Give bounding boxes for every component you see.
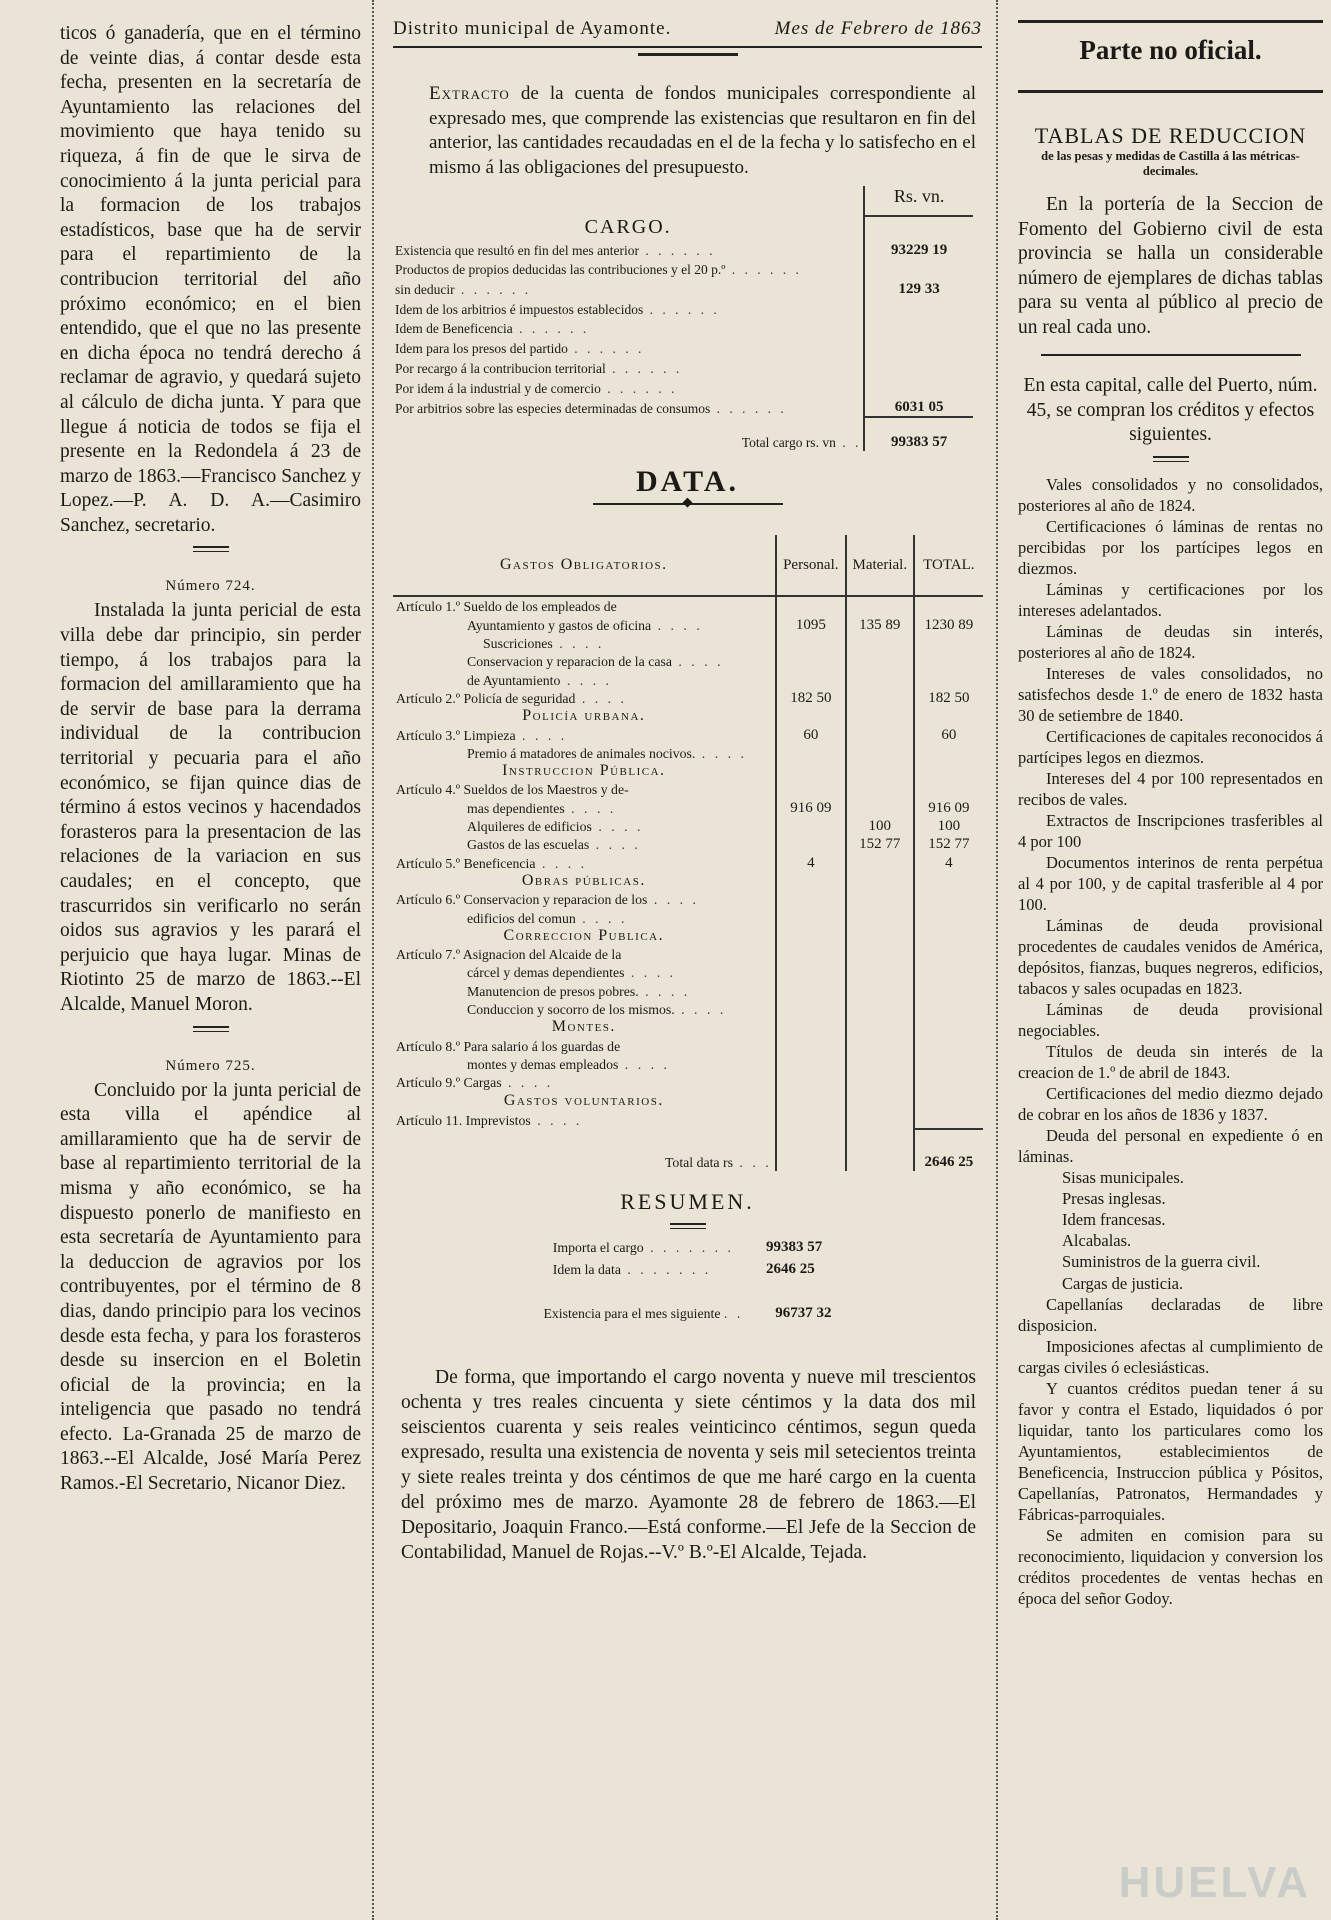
data-row-personal bbox=[776, 762, 846, 780]
data-row-total bbox=[914, 634, 983, 652]
data-row bbox=[393, 1110, 983, 1129]
data-row-label: Artículo 5.º Beneficencia . . . . bbox=[396, 855, 588, 871]
data-row-personal bbox=[776, 945, 846, 963]
data-row-personal bbox=[776, 707, 846, 725]
data-row-material bbox=[846, 1110, 914, 1129]
data-row-material bbox=[846, 744, 914, 762]
col-personal: Personal. bbox=[776, 535, 846, 596]
data-row-label: Artículo 4.º Sueldos de los Maestros y de- bbox=[396, 782, 629, 798]
data-row-total bbox=[914, 652, 983, 670]
data-row-label: Artículo 8.º Para salario á los guardas de bbox=[396, 1038, 621, 1054]
data-row-material bbox=[846, 1018, 914, 1036]
credit-item: Sisas municipales. bbox=[1062, 1167, 1184, 1187]
data-row-total bbox=[914, 780, 983, 798]
intro-paragraph: ticos ó ganadería, que en el término de veinte dias, á contar desde esta fecha, presenten en la secretaría de Ayuntamiento las relaciones del movimiento que haya tenido su riqueza, á fin de que le sirva de conocimiento á la junta pericial para la formacion de los trabajos estadísticos, base que ha de servir para el repartimiento de la contribucion territorial del año próximo económico; en el bien entendido, que el que no las presente en dicha época no tendrá derecho á reclamar de agravio, y quedará sujeto al cálculo de dicha junta. Y para que llegue á noticia de todos se fija el presente en la Redondela á 23 de marzo de 1863.—Francisco Sanchez y Lopez.—P. A. D. A.—Casimiro Sanchez, secretario. bbox=[60, 23, 361, 536]
data-row-total: 152 77 bbox=[914, 835, 983, 853]
data-row bbox=[393, 689, 983, 707]
data-row-material: 100 bbox=[846, 817, 914, 835]
resumen-row bbox=[549, 1259, 826, 1281]
resumen-value: 99383 57 bbox=[765, 1239, 823, 1256]
resumen-title: RESUMEN. bbox=[620, 1188, 755, 1214]
data-row bbox=[393, 744, 983, 762]
notice-body: Instalada la junta pericial de esta villa debe dar principio, sin perder tiempo, á los trabajos para la formacion del amillaramiento que ha de servir de base para la derrama individual de la contribucion territorial y pecuaria para el año económico, se fijan quince dias de término á estos vecinos y hacendados forasteros para la presentacion de las relaciones de la variacion en sus caudales; en el concepto, que trascurridos sin verificarlo no serán oidos sus agravios y les parará el perjuicio que haya lugar. Minas de Riotinto 25 de marzo de 1863.--El Alcalde, Manuel Moron. bbox=[60, 600, 361, 1015]
extracto-lead: Extracto bbox=[429, 83, 510, 104]
data-row bbox=[393, 780, 983, 798]
data-total-value: 2646 25 bbox=[914, 1129, 983, 1171]
data-row bbox=[393, 1036, 983, 1054]
cargo-table bbox=[393, 186, 973, 451]
data-row-material bbox=[846, 707, 914, 725]
col-total: TOTAL. bbox=[914, 535, 983, 596]
credit-item: Láminas y certificaciones por los intereses adelantados. bbox=[1018, 579, 1323, 620]
notice-number: Número 725. bbox=[165, 1057, 256, 1074]
data-row-label: Suscriciones . . . . bbox=[483, 636, 605, 652]
extracto-paragraph bbox=[405, 82, 976, 180]
credit-item: Imposiciones afectas al cumplimiento de cargas civiles ó eclesiásticas. bbox=[1018, 1336, 1323, 1377]
data-row-label: Artículo 6.º Conservacion y reparacion de los . . . . bbox=[396, 892, 699, 908]
right-column bbox=[1000, 0, 1331, 1920]
credit-item: Alcabalas. bbox=[1062, 1231, 1132, 1251]
separator bbox=[1153, 456, 1189, 462]
tablas-title: TABLAS DE REDUCCION bbox=[1034, 123, 1307, 148]
data-row-label: Artículo 3.º Limpieza . . . . bbox=[396, 727, 568, 743]
col-material: Material. bbox=[846, 535, 914, 596]
data-row-total: 60 bbox=[914, 725, 983, 743]
data-row-personal bbox=[776, 927, 846, 945]
data-row-label: Artículo 11. Imprevistos . . . . bbox=[396, 1112, 583, 1128]
cargo-row bbox=[393, 298, 973, 318]
extracto-text: de la cuenta de fondos municipales correspondiente al expresado mes, que comprende las existencias que resultaron en fin del anterior, las cantidades recaudadas en el de la fecha y lo satisfecho en el mismo á las obligaciones del presupuesto. bbox=[429, 83, 976, 178]
data-row-total bbox=[914, 890, 983, 908]
credit-item: Capellanías declaradas de libre disposicion. bbox=[1018, 1294, 1323, 1335]
data-row-material bbox=[846, 725, 914, 743]
separator bbox=[670, 1223, 706, 1229]
cargo-row bbox=[393, 239, 973, 259]
data-row-label: Ayuntamiento y gastos de oficina . . . . bbox=[467, 617, 703, 633]
cargo-row-value bbox=[864, 298, 973, 318]
data-section-row bbox=[393, 1018, 983, 1036]
data-row-material bbox=[846, 780, 914, 798]
separator bbox=[193, 546, 229, 552]
cargo-total-value: 99383 57 bbox=[864, 417, 973, 451]
resumen-table bbox=[549, 1237, 826, 1281]
tablas-body: En la portería de la Seccion de Fomento del Gobierno civil de esta provincia se halla un considerable número de ejemplares de dichas tablas para su venta al público al precio de un real cada uno. bbox=[1018, 194, 1323, 338]
data-row bbox=[393, 817, 983, 835]
cargo-row-value bbox=[864, 259, 973, 279]
data-section-row bbox=[393, 707, 983, 725]
header-rule bbox=[638, 53, 738, 56]
data-row-label: Artículo 7.º Asignacion del Alcaide de la bbox=[396, 947, 622, 963]
data-row-personal bbox=[776, 1091, 846, 1109]
data-row-total bbox=[914, 945, 983, 963]
data-row bbox=[393, 670, 983, 688]
data-row-label: Artículo 2.º Policía de seguridad . . . . bbox=[396, 690, 627, 706]
header-district: Distrito municipal de Ayamonte. bbox=[393, 18, 672, 39]
data-row-material bbox=[846, 634, 914, 652]
data-row-total bbox=[914, 1055, 983, 1073]
data-row-total bbox=[914, 1091, 983, 1109]
resumen-label: Importa el cargo . . . . . . . bbox=[552, 1239, 734, 1255]
data-row-personal bbox=[776, 981, 846, 999]
data-row bbox=[393, 596, 983, 615]
data-row bbox=[393, 853, 983, 871]
data-row bbox=[393, 1000, 983, 1018]
data-row-personal bbox=[776, 780, 846, 798]
credit-item: Certificaciones ó láminas de rentas no percibidas por los partícipes legos en diezmos. bbox=[1018, 516, 1323, 578]
data-row-personal bbox=[776, 890, 846, 908]
data-row-material: 152 77 bbox=[846, 835, 914, 853]
data-row-total bbox=[914, 1073, 983, 1091]
data-row-personal bbox=[776, 1018, 846, 1036]
data-row-total bbox=[914, 596, 983, 615]
cargo-row-label: Existencia que resultó en fin del mes anterior . . . . . . bbox=[395, 242, 716, 258]
notice-number: Número 724. bbox=[165, 578, 256, 595]
cargo-row-label: Idem para los presos del partido . . . . . . bbox=[395, 341, 645, 357]
data-row-label: mas dependientes . . . . bbox=[467, 800, 617, 816]
data-row-material bbox=[846, 908, 914, 926]
cargo-row-label: Por arbitrios sobre las especies determinadas de consumos . . . . . . bbox=[395, 401, 787, 417]
data-row-total: 1230 89 bbox=[914, 615, 983, 633]
cargo-row-value: 6031 05 bbox=[864, 397, 973, 418]
data-row bbox=[393, 725, 983, 743]
data-row bbox=[393, 1055, 983, 1073]
resumen-value: 2646 25 bbox=[765, 1261, 815, 1278]
data-row bbox=[393, 945, 983, 963]
cargo-row-value: 129 33 bbox=[864, 278, 973, 298]
data-row-label: de Ayuntamiento . . . . bbox=[467, 672, 612, 688]
data-row-material bbox=[846, 981, 914, 999]
data-row bbox=[393, 908, 983, 926]
separator bbox=[1041, 354, 1301, 356]
data-row bbox=[393, 634, 983, 652]
data-row-label: Gastos de las escuelas . . . . bbox=[467, 837, 641, 853]
data-row-material bbox=[846, 927, 914, 945]
data-row-personal bbox=[776, 1000, 846, 1018]
data-row-personal bbox=[776, 908, 846, 926]
data-row-personal bbox=[776, 652, 846, 670]
data-row bbox=[393, 652, 983, 670]
data-section-row bbox=[393, 927, 983, 945]
data-row-total: 100 bbox=[914, 817, 983, 835]
data-row-material bbox=[846, 689, 914, 707]
existencia-value: 96737 32 bbox=[775, 1305, 832, 1322]
data-row-personal: 60 bbox=[776, 725, 846, 743]
data-row-total: 916 09 bbox=[914, 798, 983, 816]
cargo-row-value bbox=[864, 318, 973, 338]
credit-item: Y cuantos créditos puedan tener á su favor y contra el Estado, liquidados ó por liquidar, tanto los particulares como los Ayuntamientos, establecimientos de Beneficencia, Instruccion pública y Pósitos, Capellanías, Patronatos, Hermandades y Fábricas-parroquiales. bbox=[1018, 1378, 1323, 1524]
data-row-label: Policía urbana. bbox=[522, 707, 646, 725]
data-row bbox=[393, 890, 983, 908]
credit-item: Presas inglesas. bbox=[1062, 1188, 1166, 1208]
credit-item: Documentos interinos de renta perpétua al 4 por 100, y de capital trasferible al 4 por 100. bbox=[1018, 852, 1323, 914]
data-row-material bbox=[846, 652, 914, 670]
data-row-personal bbox=[776, 872, 846, 890]
data-section-row bbox=[393, 762, 983, 780]
data-row-personal bbox=[776, 1110, 846, 1129]
data-total-label: Total data rs . . . bbox=[664, 1154, 772, 1170]
credit-item: Idem francesas. bbox=[1062, 1209, 1166, 1229]
credit-item: Láminas de deuda provisional negociables. bbox=[1018, 999, 1323, 1040]
data-row-total bbox=[914, 1110, 983, 1129]
data-row-total bbox=[914, 670, 983, 688]
resumen-row bbox=[549, 1237, 826, 1259]
closing-paragraph: De forma, que importando el cargo noventa y nueve mil trescientos ochenta y tres reales cincuenta y siete céntimos y la data dos mil seiscientos cuarenta y seis reales veinticinco céntimos, segun queda expresado, resulta una existencia de noventa y seis mil setecientos treinta y siete reales treinta y dos céntimos de que me haré cargo en la cuenta del próximo mes de marzo. Ayamonte 28 de febrero de 1863.—El Depositario, Joaquin Franco.—Está conforme.—El Jefe de la Seccion de Contabilidad, Manuel de Rojas.--V.º B.º-El Alcalde, Tejada. bbox=[401, 1366, 976, 1563]
data-row-label: Gastos voluntarios. bbox=[503, 1091, 664, 1109]
data-row-total bbox=[914, 872, 983, 890]
credit-item: Deuda del personal en expediente ó en láminas. bbox=[1018, 1125, 1323, 1166]
credit-item: Láminas de deuda provisional procedentes de caudales venidos de América, depósitos, fianzas, buques negreros, edificios, tabacos y sales ocupadas en 1823. bbox=[1018, 915, 1323, 998]
data-row-label: Conduccion y socorro de los mismos. . . . . bbox=[467, 1002, 727, 1018]
data-row-personal: 1095 bbox=[776, 615, 846, 633]
data-row-total bbox=[914, 744, 983, 762]
data-row-total bbox=[914, 1000, 983, 1018]
cargo-row-label: Por recargo á la contribucion territorial . . . . . . bbox=[395, 360, 683, 376]
data-row-material bbox=[846, 762, 914, 780]
cargo-row bbox=[393, 278, 973, 298]
data-row-material bbox=[846, 945, 914, 963]
data-row-total bbox=[914, 927, 983, 945]
existencia-label: Existencia para el mes siguiente . . bbox=[543, 1305, 744, 1321]
data-row-total bbox=[914, 1036, 983, 1054]
cargo-row bbox=[393, 377, 973, 397]
data-row bbox=[393, 963, 983, 981]
data-row-personal bbox=[776, 596, 846, 615]
data-row-personal bbox=[776, 1036, 846, 1054]
data-row-material bbox=[846, 596, 914, 615]
data-row-total bbox=[914, 762, 983, 780]
data-row-label: edificios del comun . . . . bbox=[467, 910, 628, 926]
credit-item: Certificaciones del medio diezmo dejado de cobrar en los años de 1836 y 1837. bbox=[1018, 1083, 1323, 1124]
data-row-personal bbox=[776, 1055, 846, 1073]
cargo-row bbox=[393, 357, 973, 377]
cargo-row bbox=[393, 337, 973, 357]
data-row-label: Montes. bbox=[551, 1018, 616, 1036]
credit-item: Intereses del 4 por 100 representados en recibos de vales. bbox=[1018, 768, 1323, 809]
data-title: DATA. bbox=[635, 465, 740, 499]
data-row bbox=[393, 835, 983, 853]
data-row-material bbox=[846, 1073, 914, 1091]
data-row bbox=[393, 615, 983, 633]
data-row-material bbox=[846, 853, 914, 871]
cargo-row-label: Idem de Beneficencia . . . . . . bbox=[395, 321, 590, 337]
data-row-label: Obras públicas. bbox=[521, 871, 646, 889]
credit-item: Láminas de deudas sin interés, posteriores al año de 1824. bbox=[1018, 621, 1323, 662]
data-row-material bbox=[846, 963, 914, 981]
credit-item: Vales consolidados y no consolidados, posteriores al año de 1824. bbox=[1018, 474, 1323, 515]
notice-body: Concluido por la junta pericial de esta villa el apéndice al amillaramiento que ha de servir de base al repartimiento territorial de la misma y año económico, se ha dispuesto ponerlo de manifiesto en esta secretaría de Ayuntamiento para la deduccion de agravios por los contribuyentes, por el término de 8 dias, dando principio para los vecinos desde esta fecha, y para los forasteros desde su insercion en el Boletin oficial de la provincia; en la inteligencia que pasado no tendrá efecto. La-Granada 25 de marzo de 1863.--El Alcalde, José María Perez Ramos.-El Secretario, Nicanor Diez. bbox=[60, 1079, 361, 1495]
cargo-row-label: sin deducir . . . . . . bbox=[395, 282, 532, 298]
data-row-personal bbox=[776, 817, 846, 835]
data-row-material bbox=[846, 1091, 914, 1109]
middle-column bbox=[375, 0, 1000, 1920]
page-header bbox=[393, 18, 982, 48]
data-row-label: Premio á matadores de animales nocivos. . . . . bbox=[467, 745, 747, 761]
cargo-row bbox=[393, 397, 973, 418]
credit-item: Suministros de la guerra civil. bbox=[1062, 1252, 1261, 1272]
data-row-label: Alquileres de edificios . . . . bbox=[467, 819, 644, 835]
data-row-label: Correccion Publica. bbox=[503, 926, 665, 944]
data-row-label: montes y demas empleados . . . . bbox=[467, 1056, 670, 1072]
header-month: Mes de Febrero de 1863 bbox=[774, 18, 982, 39]
credit-item: Se admiten en comision para su reconocimiento, liquidacion y conversion los créditos procedentes de ventas hechas en época del señor Godoy. bbox=[1018, 1525, 1323, 1608]
credit-item: Certificaciones de capitales reconocidos á partícipes legos en diezmos. bbox=[1018, 726, 1323, 767]
data-row-material bbox=[846, 798, 914, 816]
data-row-material: 135 89 bbox=[846, 615, 914, 633]
credit-item: Cargas de justicia. bbox=[1062, 1273, 1184, 1293]
cargo-total-label: Total cargo rs. vn . . bbox=[741, 435, 862, 451]
data-row-total bbox=[914, 981, 983, 999]
watermark: HUELVA bbox=[1118, 1858, 1311, 1907]
currency-header: Rs. vn. bbox=[864, 186, 973, 216]
data-row-material bbox=[846, 1036, 914, 1054]
data-row-total bbox=[914, 908, 983, 926]
cargo-row bbox=[393, 259, 973, 279]
credits-list bbox=[1018, 474, 1323, 1609]
data-row-label: Artículo 1.º Sueldo de los empleados de bbox=[396, 599, 617, 615]
data-row-personal bbox=[776, 670, 846, 688]
resumen-label: Idem la data . . . . . . . bbox=[552, 1261, 712, 1277]
data-section-row bbox=[393, 872, 983, 890]
data-row-label: Manutencion de presos pobres. . . . . bbox=[467, 983, 691, 999]
cargo-row-label: Por idem á la industrial y de comercio . . . . . . bbox=[395, 380, 678, 396]
cargo-row-label: Idem de los arbitrios é impuestos establecidos . . . . . . bbox=[395, 301, 720, 317]
data-row-label: Instruccion Pública. bbox=[502, 762, 666, 780]
cargo-row-label: Productos de propios deducidas las contribuciones y el 20 p.º . . . . . . bbox=[395, 262, 802, 278]
data-row-material bbox=[846, 1055, 914, 1073]
data-row-personal bbox=[776, 963, 846, 981]
left-column bbox=[0, 0, 375, 1920]
gastos-obligatorios-header: Gastos Obligatorios. bbox=[393, 535, 776, 596]
credit-item: Intereses de vales consolidados, no satisfechos desde 1.º de enero de 1832 hasta 30 de setiembre de 1840. bbox=[1018, 663, 1323, 725]
separator bbox=[193, 1026, 229, 1032]
data-row-material bbox=[846, 890, 914, 908]
capital-text: En esta capital, calle del Puerto, núm. 45, se compran los créditos y efectos siguientes. bbox=[1023, 375, 1318, 445]
cargo-row bbox=[393, 318, 973, 338]
credit-item: Extractos de Inscripciones trasferibles al 4 por 100 bbox=[1018, 810, 1323, 851]
data-row-total bbox=[914, 1018, 983, 1036]
ornament-rule bbox=[593, 503, 783, 513]
credit-item: Títulos de deuda sin interés de la creacion de 1.º de abril de 1843. bbox=[1018, 1041, 1323, 1082]
data-row-personal: 916 09 bbox=[776, 798, 846, 816]
data-row-total bbox=[914, 963, 983, 981]
data-row bbox=[393, 981, 983, 999]
data-row-personal bbox=[776, 634, 846, 652]
cargo-title: CARGO. bbox=[584, 216, 672, 238]
data-row-personal bbox=[776, 744, 846, 762]
data-row-personal: 182 50 bbox=[776, 689, 846, 707]
cargo-row-value bbox=[864, 377, 973, 397]
cargo-row-value bbox=[864, 357, 973, 377]
data-row-total: 4 bbox=[914, 853, 983, 871]
data-table bbox=[393, 535, 983, 1171]
cargo-row-value bbox=[864, 337, 973, 357]
parte-no-oficial-heading: Parte no oficial. bbox=[1018, 20, 1323, 93]
data-row-personal bbox=[776, 1073, 846, 1091]
data-row-total: 182 50 bbox=[914, 689, 983, 707]
data-row-personal bbox=[776, 835, 846, 853]
data-row bbox=[393, 1073, 983, 1091]
data-row-material bbox=[846, 1000, 914, 1018]
tablas-subtitle: de las pesas y medidas de Castilla á las métricas-decimales. bbox=[1041, 149, 1300, 178]
data-row-personal: 4 bbox=[776, 853, 846, 871]
data-row bbox=[393, 798, 983, 816]
data-row-material bbox=[846, 872, 914, 890]
data-row-material bbox=[846, 670, 914, 688]
data-row-label: Conservacion y reparacion de la casa . . . . bbox=[467, 654, 724, 670]
cargo-row-value: 93229 19 bbox=[864, 239, 973, 259]
data-row-label: Artículo 9.º Cargas . . . . bbox=[396, 1075, 554, 1091]
existencia-table bbox=[539, 1303, 835, 1325]
data-section-row bbox=[393, 1091, 983, 1109]
data-row-label: cárcel y demas dependientes . . . . bbox=[467, 965, 677, 981]
data-row-total bbox=[914, 707, 983, 725]
